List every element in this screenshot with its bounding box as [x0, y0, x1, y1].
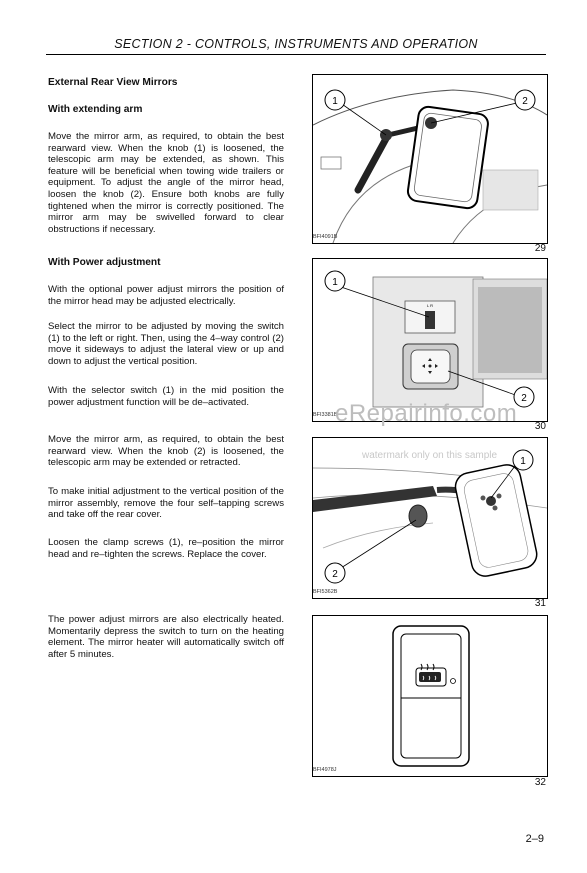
figure-31-number: 31 — [534, 598, 546, 609]
callout-2-icon — [325, 563, 345, 583]
heading-external-mirrors: External Rear View Mirrors — [48, 77, 178, 88]
figure-32-number: 32 — [534, 777, 546, 788]
callout-1-icon — [325, 271, 345, 291]
figure-30-power-switch — [312, 258, 548, 422]
paragraph-extending-arm: Move the mirror arm, as required, to obtain the best rearward view. When the knob (1) is loosened, the telescopic arm may be extended, as shown. This feature will be beneficial when towing wide trailers or equipment. To adjust the angle of the mirror head, loosen the knob (2). Ensure both knobs are fully tightened when the mirror is correctly positioned. The mirror arm may be swivelled forward to clear obstructions if necessary. — [48, 131, 284, 235]
figure-32-heater-switch — [312, 615, 548, 777]
page-number: 2–9 — [525, 833, 544, 845]
paragraph-clamp-screws: Loosen the clamp screws (1), re–position the mirror head and re–tighten the screws. Replace the cover. — [48, 537, 284, 560]
heading-extending-arm: With extending arm — [48, 104, 143, 115]
paragraph-heated: The power adjust mirrors are also electrically heated. Momentarily depress the switch to turn on the heating element. The mirror heater will automatically switch off after 5 minutes. — [48, 614, 284, 660]
callout-2-icon — [515, 90, 535, 110]
figure-29-number: 29 — [534, 243, 546, 254]
svg-text:2: 2 — [522, 96, 528, 107]
figure-29-code: BFI4091B — [313, 234, 338, 240]
figure-29-extending-arm-mirror — [312, 74, 548, 244]
section-header: SECTION 2 - CONTROLS, INSTRUMENTS AND OPERATION — [114, 37, 478, 51]
svg-text:1: 1 — [332, 277, 338, 288]
heading-power-adjustment: With Power adjustment — [48, 257, 161, 268]
figure-30-number: 30 — [534, 421, 546, 432]
figure-31-code: BFI5362B — [313, 589, 338, 595]
svg-text:L R: L R — [426, 303, 434, 308]
paragraph-mirror-arm: Move the mirror arm, as required, to obtain the best rearward view. When the knob (2) is loosened, the telescopic arm may be extended or retracted. — [48, 434, 284, 469]
svg-text:1: 1 — [520, 456, 526, 467]
svg-text:2: 2 — [332, 569, 338, 580]
callout-1-icon — [513, 450, 533, 470]
paragraph-power-1: With the optional power adjust mirrors the position of the mirror head may be adjusted electrically. — [48, 284, 284, 307]
paragraph-initial-adjust: To make initial adjustment to the vertical position of the mirror assembly, remove the four self–tapping screws and take off the rear cover. — [48, 486, 284, 521]
callout-1-icon — [325, 90, 345, 110]
paragraph-power-2: Select the mirror to be adjusted by moving the switch (1) to the left or right. Then, using the 4–way control (2) move it sideways to adjust the lateral view or up and down to adjust the vertical position. — [48, 321, 284, 367]
figure-30-code: BFI3381B — [313, 412, 338, 418]
figure-32-code: BFI4978J — [313, 767, 337, 773]
paragraph-power-3: With the selector switch (1) in the mid position the power adjustment function will be de–activated. — [48, 385, 284, 408]
svg-text:2: 2 — [521, 393, 527, 404]
watermark-main: eRepairinfo.com — [335, 400, 518, 427]
figure-31-mirror-clamp — [312, 437, 548, 599]
watermark-sub: watermark only on this sample — [362, 450, 498, 461]
svg-text:1: 1 — [332, 96, 338, 107]
header-rule — [46, 54, 546, 55]
